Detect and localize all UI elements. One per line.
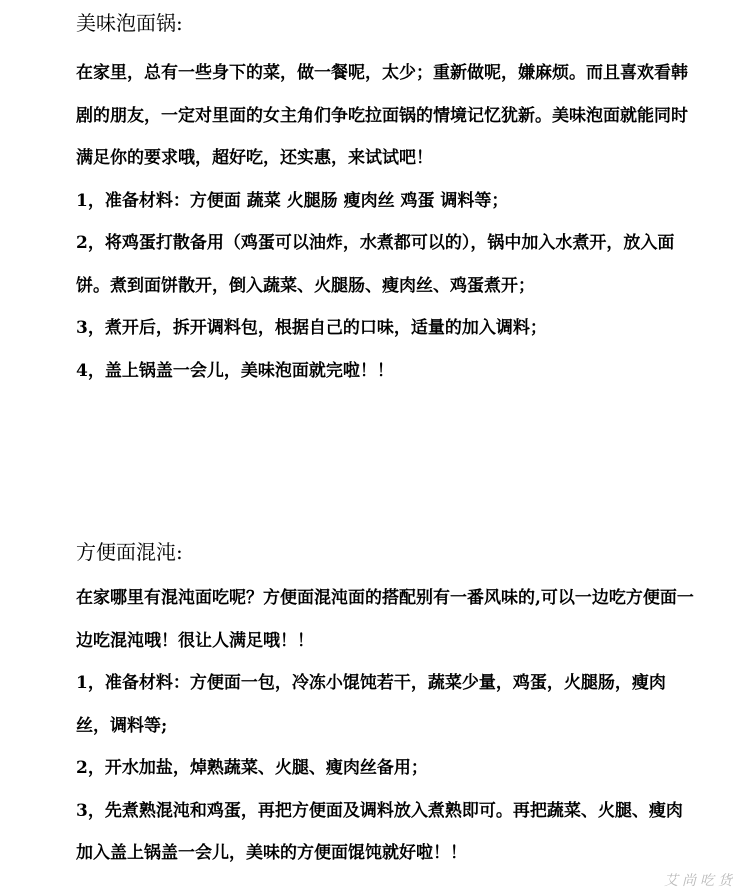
intro-paragraph: 在家哪里有混沌面吃呢？方便面混沌面的搭配别有一番风味的,可以一边吃方便面一边吃混沌哦！很让人满足哦！！ — [76, 588, 694, 651]
recipe-section-noodle-wonton — [76, 537, 696, 875]
watermark: 艾尚吃货 — [664, 873, 736, 889]
step-paragraph: 1，准备材料：方便面 蔬菜 火腿肠 瘦肉丝 鸡蛋 调料等； — [76, 190, 509, 211]
section-title: 美味泡面锅: — [76, 11, 183, 35]
step-paragraph: 4，盖上锅盖一会儿，美味泡面就完啦！！ — [76, 360, 394, 381]
step-paragraph: 3，先煮熟混沌和鸡蛋，再把方便面及调料放入煮熟即可。再把蔬菜、火腿、瘦肉加入盖上锅盖一会儿，美味的方便面馄饨就好啦！！ — [76, 800, 683, 863]
intro-paragraph: 在家里，总有一些身下的菜，做一餐呢，太少；重新做呢，嫌麻烦。而且喜欢看韩剧的朋友，一定对里面的女主角们争吃拉面锅的情境记忆犹新。美味泡面就能同时满足你的要求哦，超好吃，还实惠，来试试吧！ — [76, 63, 688, 168]
recipe-section-instant-noodle-pot — [76, 8, 696, 392]
step-paragraph: 2，将鸡蛋打散备用（鸡蛋可以油炸，水煮都可以的），锅中加入水煮开，放入面饼。煮到面饼散开，倒入蔬菜、火腿肠、瘦肉丝、鸡蛋煮开； — [76, 233, 675, 296]
step-paragraph: 1，准备材料：方便面一包，冷冻小馄饨若干，蔬菜少量，鸡蛋，火腿肠，瘦肉丝，调料等; — [76, 673, 666, 736]
section-title: 方便面混沌: — [76, 540, 183, 564]
step-paragraph: 2，开水加盐，焯熟蔬菜、火腿、瘦肉丝备用； — [76, 758, 428, 778]
step-paragraph: 3，煮开后，拆开调料包，根据自己的口味，适量的加入调料； — [76, 318, 547, 338]
